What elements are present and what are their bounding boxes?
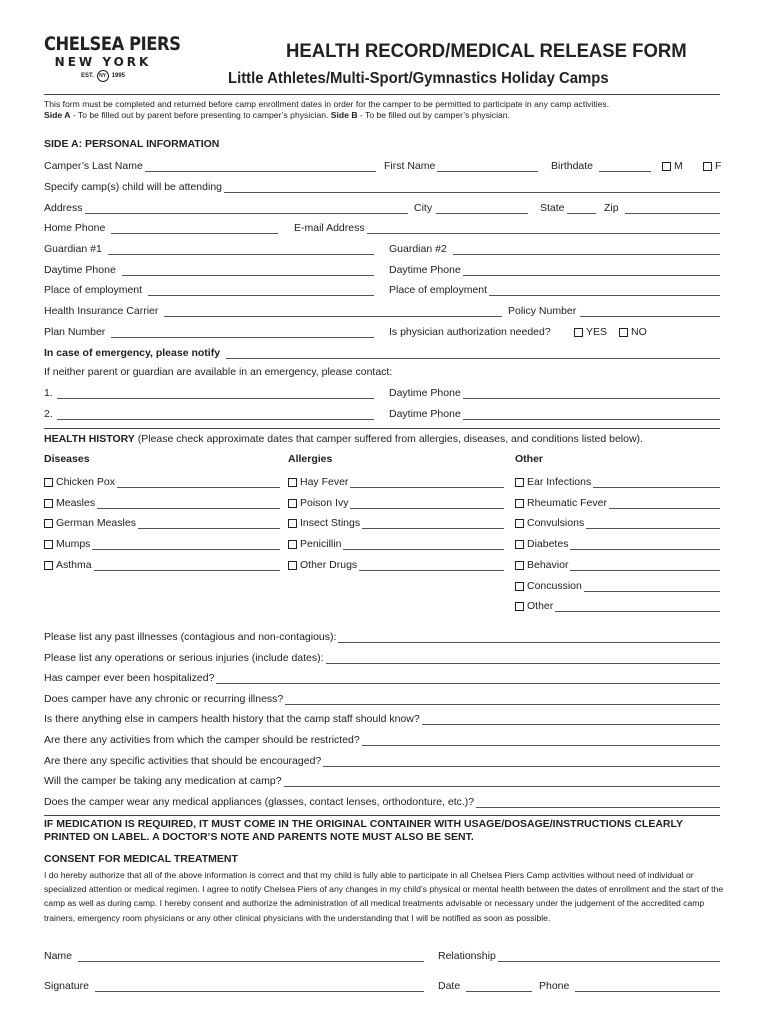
allergies-item-4[interactable]: Other Drugs — [288, 555, 504, 571]
other-item-2[interactable]: Convulsions — [515, 513, 720, 529]
name-field[interactable]: Name — [44, 946, 424, 962]
phys-auth-yes-checkbox[interactable]: YES — [574, 322, 615, 338]
sex-f-checkbox[interactable]: F — [703, 156, 721, 172]
email-field[interactable]: E-mail Address — [294, 218, 720, 234]
signature-field[interactable]: Signature — [44, 976, 424, 992]
allergies-item-3[interactable]: Penicillin — [288, 534, 504, 550]
contact1-daytime-phone[interactable]: Daytime Phone — [389, 383, 720, 399]
form-title: HEALTH RECORD/MEDICAL RELEASE FORM — [286, 40, 687, 62]
other-item-5[interactable]: Concussion — [515, 576, 720, 592]
allergies-item-2[interactable]: Insect Stings — [288, 513, 504, 529]
health-question-8[interactable]: Does the camper wear any medical appliances (glasses, contact lenses, orthodonture, etc.)? — [44, 792, 720, 808]
intro-line1: This form must be completed and returned before camp enrollment dates in order for the camper to be permitted to participate in any camp activities. — [44, 99, 610, 109]
row-contact2 — [44, 404, 720, 420]
checkbox-icon[interactable] — [515, 499, 524, 508]
phys-auth-no-checkbox[interactable]: NO — [619, 322, 647, 338]
row-emergency — [44, 343, 720, 359]
first-name-field[interactable]: First Name — [384, 156, 538, 172]
relationship-field[interactable]: Relationship — [438, 946, 720, 962]
other-item-4[interactable]: Behavior — [515, 555, 720, 571]
checkbox-icon[interactable] — [515, 478, 524, 487]
checkbox-icon[interactable] — [44, 540, 53, 549]
state-field[interactable]: State — [540, 198, 596, 214]
allergies-item-0[interactable]: Hay Fever — [288, 472, 504, 488]
address-field[interactable]: Address — [44, 198, 408, 214]
emergency-notify-field[interactable]: In case of emergency, please notify — [44, 343, 720, 359]
health-question-4[interactable]: Is there anything else in campers health history that the camp staff should know? — [44, 709, 720, 725]
checkbox-icon[interactable] — [288, 519, 297, 528]
allergies-item-1[interactable]: Poison Ivy — [288, 493, 504, 509]
policy-number-field[interactable]: Policy Number — [508, 301, 720, 317]
health-question-0[interactable]: Please list any past illnesses (contagious and non-contagious): — [44, 627, 720, 643]
logo-line2: NEW YORK — [54, 55, 152, 69]
health-question-1[interactable]: Please list any operations or serious injuries (include dates): — [44, 648, 720, 664]
side-b-text: - To be filled out by camper’s physician. — [357, 110, 510, 120]
checkbox-icon[interactable] — [44, 561, 53, 570]
contact2-daytime-phone[interactable]: Daytime Phone — [389, 404, 720, 420]
health-history-heading: HEALTH HISTORY (Please check approximate dates that camper suffered from allergies, diseases, and conditions listed below). — [44, 433, 643, 445]
physician-auth-label: Is physician authorization needed? — [389, 326, 551, 338]
row-phone-email — [44, 218, 720, 234]
guardian1-field[interactable]: Guardian #1 — [44, 239, 374, 255]
side-b-label: Side B — [330, 110, 358, 120]
diseases-item-3[interactable]: Mumps — [44, 534, 280, 550]
health-question-6[interactable]: Are there any specific activities that should be encouraged? — [44, 751, 720, 767]
diseases-header: Diseases — [44, 453, 90, 465]
form-subtitle: Little Athletes/Multi-Sport/Gymnastics Holiday Camps — [228, 70, 609, 87]
checkbox-icon[interactable] — [515, 540, 524, 549]
medication-note: IF MEDICATION IS REQUIRED, IT MUST COME IN THE ORIGINAL CONTAINER WITH USAGE/DOSAGE/INSTRUCTIONS CLEARLY PRINTED ON LABEL. A DOCTOR’S NOTE AND PARENTS NOTE MUST ALSO BE SENT. — [44, 818, 683, 843]
date-field[interactable]: Date — [438, 976, 532, 992]
side-a-label: Side A — [44, 110, 71, 120]
other-item-6[interactable]: Other — [515, 596, 720, 612]
other-header: Other — [515, 453, 544, 465]
row-contact1 — [44, 383, 720, 399]
checkbox-icon[interactable] — [44, 499, 53, 508]
guardian2-employment[interactable]: Place of employment — [389, 280, 720, 296]
health-question-5[interactable]: Are there any activities from which the camper should be restricted? — [44, 730, 720, 746]
city-field[interactable]: City — [414, 198, 528, 214]
checkbox-icon[interactable] — [288, 499, 297, 508]
section-a-heading: SIDE A: PERSONAL INFORMATION — [44, 138, 220, 150]
last-name-field[interactable]: Camper’s Last Name — [44, 156, 376, 172]
contact1-field[interactable]: 1. — [44, 383, 374, 399]
checkbox-icon[interactable] — [44, 478, 53, 487]
checkbox-icon[interactable] — [288, 540, 297, 549]
checkbox-icon[interactable] — [288, 561, 297, 570]
chelsea-piers-logo — [44, 33, 181, 82]
camps-field[interactable]: Specify camp(s) child will be attending — [44, 177, 720, 193]
contact2-field[interactable]: 2. — [44, 404, 374, 420]
row-camps — [44, 177, 720, 193]
guardian1-employment[interactable]: Place of employment — [44, 280, 374, 296]
other-item-0[interactable]: Ear Infections — [515, 472, 720, 488]
plan-number-field[interactable]: Plan Number — [44, 322, 374, 338]
row-guardians — [44, 239, 720, 255]
header-divider — [44, 94, 720, 95]
row-signature — [44, 976, 720, 992]
health-question-7[interactable]: Will the camper be taking any medication at camp? — [44, 771, 720, 787]
checkbox-icon[interactable] — [44, 519, 53, 528]
guardian2-field[interactable]: Guardian #2 — [389, 239, 720, 255]
diseases-item-0[interactable]: Chicken Pox — [44, 472, 280, 488]
consent-heading: CONSENT FOR MEDICAL TREATMENT — [44, 853, 238, 865]
row-insurance — [44, 301, 720, 317]
section-divider — [44, 428, 720, 429]
row-plan — [44, 322, 720, 338]
checkbox-icon[interactable] — [515, 561, 524, 570]
other-item-1[interactable]: Rheumatic Fever — [515, 493, 720, 509]
logo-line1: CHELSEA PIERS — [44, 33, 181, 55]
diseases-item-4[interactable]: Asthma — [44, 555, 280, 571]
row-employment — [44, 280, 720, 296]
checkbox-icon[interactable] — [288, 478, 297, 487]
diseases-item-1[interactable]: Measles — [44, 493, 280, 509]
checkbox-icon[interactable] — [515, 602, 524, 611]
neither-text: If neither parent or guardian are available in an emergency, please contact: — [44, 366, 393, 378]
logo-est: EST. — [80, 72, 94, 79]
consent-text: I do hereby authorize that all of the above information is correct and that my child is fully able to participate in all Chelsea Piers Camp activities without need of individual or specialized attention or medical regimen. I agree to notify Chelsea Piers of any changes in my child’s physical or mental health between the dates of enrollment and the start of the camp as well as during camp. I hereby consent and authorize the administration of all medical treatments advisable or necessary under the judgement of the accredited camp trainers, emergency room physicians or any other clinical physicians with the understanding that I will be notified as soon as possible. — [44, 870, 724, 923]
diseases-item-2[interactable]: German Measles — [44, 513, 280, 529]
health-question-2[interactable]: Has camper ever been hospitalized? — [44, 668, 720, 684]
checkbox-icon[interactable] — [515, 582, 524, 591]
home-phone-field[interactable]: Home Phone — [44, 218, 278, 234]
medication-divider — [44, 815, 720, 816]
guardian1-daytime-phone[interactable]: Daytime Phone — [44, 260, 374, 276]
zip-field[interactable]: Zip — [604, 198, 720, 214]
checkbox-icon[interactable] — [515, 519, 524, 528]
intro-text — [44, 99, 609, 121]
row-neither — [44, 362, 720, 378]
row-daytime — [44, 260, 720, 276]
birthdate-field[interactable]: Birthdate — [551, 156, 651, 172]
phone-field[interactable]: Phone — [539, 976, 720, 992]
other-item-3[interactable]: Diabetes — [515, 534, 720, 550]
row-name — [44, 156, 720, 172]
allergies-header: Allergies — [288, 453, 333, 465]
health-question-3[interactable]: Does camper have any chronic or recurring illness? — [44, 689, 720, 705]
insurance-carrier-field[interactable]: Health Insurance Carrier — [44, 301, 502, 317]
logo-year: 1995 — [111, 72, 126, 79]
sex-m-checkbox[interactable]: M — [662, 156, 691, 172]
side-a-text: - To be filled out by parent before presenting to camper’s physician. — [70, 110, 331, 120]
row-name-relationship — [44, 946, 720, 962]
guardian2-daytime-phone[interactable]: Daytime Phone — [389, 260, 720, 276]
ny-seal-icon: NY — [97, 70, 109, 82]
row-address — [44, 198, 720, 214]
